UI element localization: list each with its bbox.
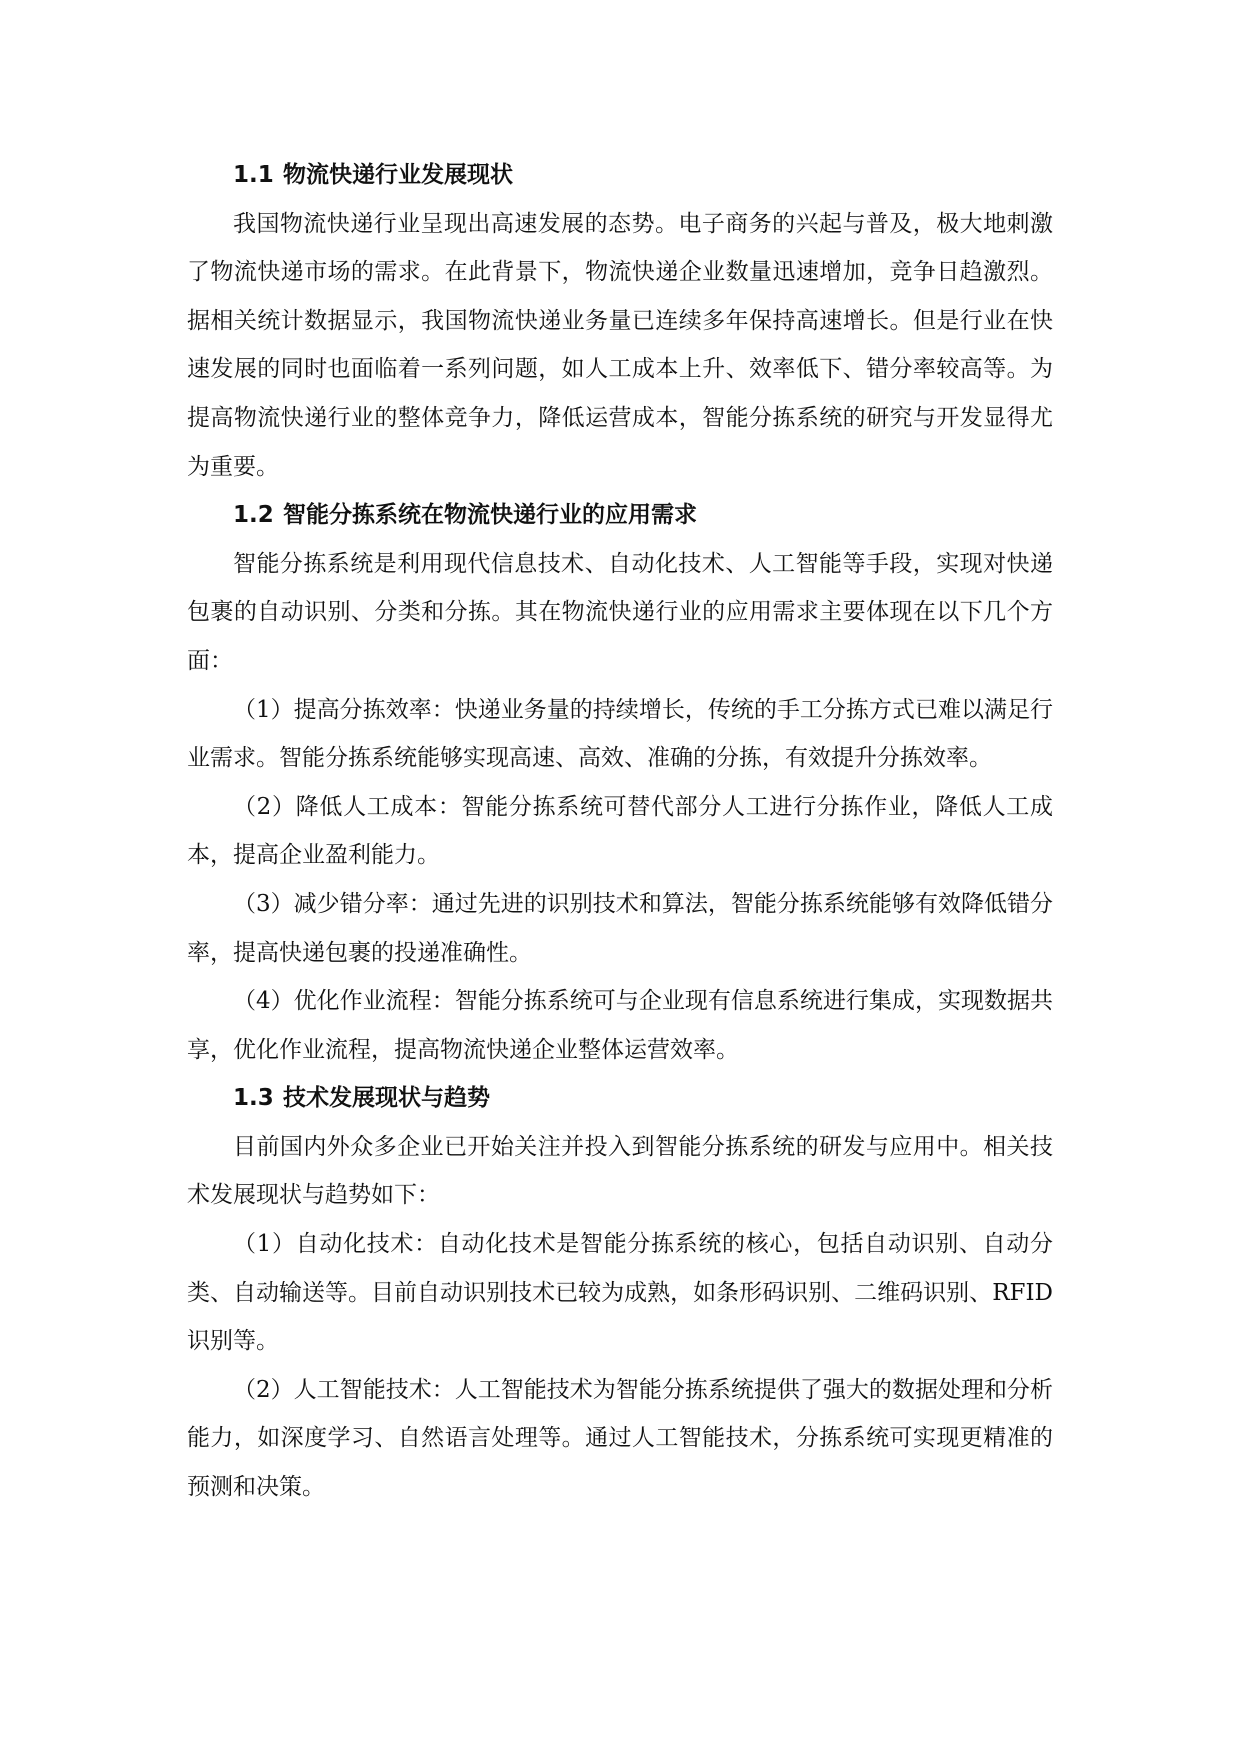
- section-heading: [187, 151, 1053, 200]
- section-title: 物流快递行业发展现状: [282, 162, 513, 188]
- section-title: 技术发展现状与趋势: [282, 1085, 490, 1112]
- body-paragraph: 我国物流快递行业呈现出高速发展的态势。电子商务的兴起与普及，极大地刺激了物流快递市场的需求。在此背景下，物流快递企业数量迅速增加，竞争日趋激烈。据相关统计数据显示，我国物流快递业务量已连续多年保持高速增长。但是行业在快速发展的同时也面临着一系列问题，如人工成本上升、效率低下、错分率较高等。为提高物流快递行业的整体竞争力，降低运营成本，智能分拣系统的研究与开发显得尤为重要。: [187, 210, 1053, 480]
- list-paragraph: （2）人工智能技术：人工智能技术为智能分拣系统提供了强大的数据处理和分析能力，如深度学习、自然语言处理等。通过人工智能技术，分拣系统可实现更精准的预测和决策。: [187, 1376, 1053, 1501]
- document-body: [187, 151, 1053, 1512]
- body-paragraph: 智能分拣系统是利用现代信息技术、自动化技术、人工智能等手段，实现对快递包裹的自动识别、分类和分拣。其在物流快递行业的应用需求主要体现在以下几个方面：: [187, 550, 1053, 674]
- section-title: 智能分拣系统在物流快递行业的应用需求: [282, 502, 697, 529]
- list-paragraph: （2）降低人工成本：智能分拣系统可替代部分人工进行分拣作业，降低人工成本，提高企业盈利能力。: [187, 793, 1053, 869]
- body-paragraph: 目前国内外众多企业已开始关注并投入到智能分拣系统的研发与应用中。相关技术发展现状与趋势如下：: [187, 1133, 1053, 1209]
- section-number: 1.2: [233, 502, 274, 529]
- section-number: 1.1: [233, 162, 274, 188]
- list-paragraph: （3）减少错分率：通过先进的识别技术和算法，智能分拣系统能够有效降低错分率，提高快递包裹的投递准确性。: [187, 890, 1053, 966]
- section-heading: [187, 1074, 1053, 1123]
- list-paragraph: （4）优化作业流程：智能分拣系统可与企业现有信息系统进行集成，实现数据共享，优化作业流程，提高物流快递企业整体运营效率。: [187, 988, 1053, 1063]
- section-heading: [187, 491, 1053, 540]
- list-paragraph: （1）自动化技术：自动化技术是智能分拣系统的核心，包括自动识别、自动分类、自动输送等。目前自动识别技术已较为成熟，如条形码识别、二维码识别、RFID 识别等。: [187, 1231, 1053, 1355]
- section-number: 1.3: [233, 1085, 274, 1112]
- list-paragraph: （1）提高分拣效率：快递业务量的持续增长，传统的手工分拣方式已难以满足行业需求。智能分拣系统能够实现高速、高效、准确的分拣，有效提升分拣效率。: [187, 696, 1053, 772]
